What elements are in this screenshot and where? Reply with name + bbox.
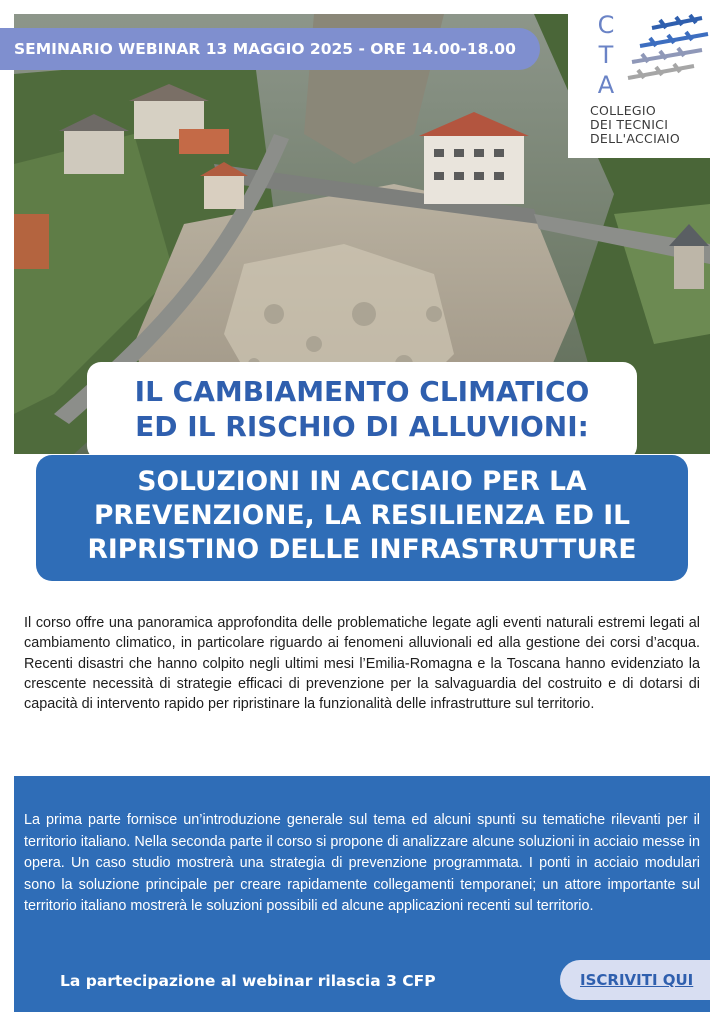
logo-organization-name xyxy=(590,104,720,146)
subtitle-box xyxy=(36,455,688,581)
logo-letters xyxy=(596,10,616,100)
subtitle-line: SOLUZIONI IN ACCIAIO PER LA xyxy=(137,466,587,497)
logo-name-line: DEI TECNICI xyxy=(590,117,669,132)
main-title-line: IL CAMBIAMENTO CLIMATICO xyxy=(134,375,590,408)
course-intro-paragraph: Il corso offre una panoramica approfondita delle problematiche legate agli eventi naturali estremi legati al cambiamento climatico, in particolare riguardo ai fenomeni alluvionali ed alla gestione dei corsi d’acqua. Recenti disastri che hanno colpito negli ultimi mesi l’Emilia-Romagna e la Toscana hanno evidenziato la crescente necessità di strategie efficaci di prevenzione per la salvaguardia del costruito e di dotarsi di capacità di intervento rapido per ripristinare la funzionalità delle infrastrutture sul territorio. xyxy=(24,615,700,713)
logo-letter-t: T xyxy=(598,41,614,69)
event-date-banner: SEMINARIO WEBINAR 13 MAGGIO 2025 - ORE 14.00-18.00 xyxy=(0,28,540,70)
course-details-panel xyxy=(14,776,710,1012)
steel-lattice-logo-icon xyxy=(622,14,712,88)
cta-logo xyxy=(568,0,724,158)
logo-letter-a: A xyxy=(597,71,615,99)
main-title-line: ED IL RISCHIO DI ALLUVIONI: xyxy=(135,410,589,443)
logo-letter-c: C xyxy=(597,11,615,39)
subtitle-line: RIPRISTINO DELLE INFRASTRUTTURE xyxy=(87,534,637,565)
logo-name-line: DELL'ACCIAIO xyxy=(590,131,681,146)
course-details-paragraph: La prima parte fornisce un’introduzione generale sul tema ed alcuni spunti su tematiche rilevanti per il territorio italiano. Nella seconda parte il corso si propone di analizzare alcune soluzioni in acciaio messe in opera. Un caso studio mostrerà una strategia di prevenzione programmata. I ponti in acciaio modulari sono la soluzione principale per creare rapidamente collegamenti temporanei; un attore importante sul territorio italiano mostrerà le soluzioni possibili ed alcune applicazioni recenti sul territorio. xyxy=(24,812,700,915)
cfp-credits-text: La partecipazione al webinar rilascia 3 CFP xyxy=(60,972,436,990)
logo-name-line: COLLEGIO xyxy=(590,103,657,118)
register-button[interactable]: ISCRIVITI QUI xyxy=(560,960,710,1000)
main-title xyxy=(87,362,637,460)
subtitle-line: PREVENZIONE, LA RESILIENZA ED IL xyxy=(93,500,631,531)
